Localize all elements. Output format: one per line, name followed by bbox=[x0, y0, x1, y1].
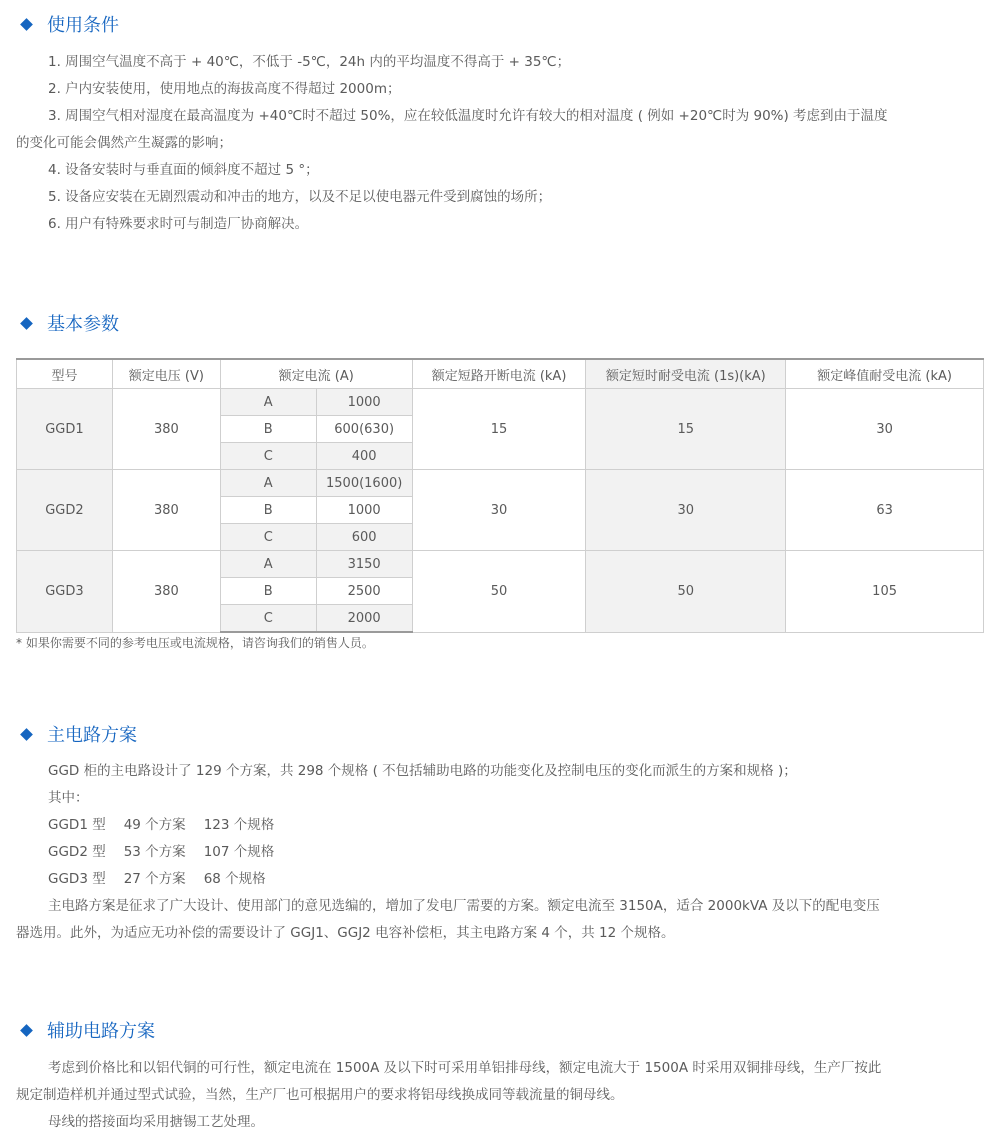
header-cell: 额定电流 (A) bbox=[220, 359, 412, 389]
section-title-text: 辅助电路方案 bbox=[47, 1021, 155, 1042]
type-schemes: 53 个方案 bbox=[123, 844, 186, 860]
header-cell: 额定峰值耐受电流 (kA) bbox=[786, 359, 984, 389]
aux-circuit-para-continued: 规定制造样机并通过型式试验，当然，生产厂也可根据用户的要求将铝母线换成同等载流量的铜母线。 bbox=[16, 1087, 624, 1103]
section-title-conditions bbox=[18, 11, 119, 37]
current-grade-cell: B bbox=[220, 416, 316, 443]
main-circuit-type bbox=[16, 839, 984, 866]
section-title-text: 使用条件 bbox=[47, 15, 119, 36]
type-model: GGD1 型 bbox=[48, 817, 106, 833]
aux-circuit-body bbox=[16, 1055, 984, 1136]
main-circuit-para: 主电路方案是征求了广大设计、使用部门的意见选编的，增加了发电厂需要的方案。额定电流至 3150A，适合 2000kVA 及以下的配电变压 bbox=[48, 898, 880, 914]
short-time-cell: 15 bbox=[586, 389, 786, 470]
short-time-cell: 50 bbox=[586, 551, 786, 633]
condition-item-continued: 的变化可能会偶然产生凝露的影响； bbox=[16, 135, 232, 151]
condition-item: 1. 周围空气温度不高于 + 40℃，不低于 -5℃，24h 内的平均温度不得高于 + 35℃； bbox=[48, 54, 571, 70]
model-cell: GGD2 bbox=[17, 470, 113, 551]
section-title-aux-circuit bbox=[18, 1017, 155, 1043]
type-specs: 68 个规格 bbox=[203, 871, 266, 887]
section-title-text: 主电路方案 bbox=[47, 725, 137, 746]
current-grade-cell: C bbox=[220, 605, 316, 633]
main-circuit-para-continued: 器选用。此外，为适应无功补偿的需要设计了 GGJ1、GGJ2 电容补偿柜，其主电路方案 4 个，共 12 个规格。 bbox=[16, 925, 675, 941]
main-circuit-among: 其中： bbox=[48, 790, 89, 806]
type-schemes: 49 个方案 bbox=[123, 817, 186, 833]
table-footnote: * 如果你需要不同的参考电压或电流规格，请咨询我们的销售人员。 bbox=[16, 636, 374, 650]
main-circuit-intro: GGD 柜的主电路设计了 129 个方案，共 298 个规格 ( 不包括辅助电路的功能变化及控制电压的变化而派生的方案和规格 )； bbox=[48, 763, 797, 779]
peak-cell: 63 bbox=[786, 470, 984, 551]
type-model: GGD3 型 bbox=[48, 871, 106, 887]
current-value-cell: 400 bbox=[316, 443, 412, 470]
voltage-cell: 380 bbox=[112, 389, 220, 470]
model-cell: GGD3 bbox=[17, 551, 113, 633]
section-title-text: 基本参数 bbox=[47, 314, 119, 335]
current-grade-cell: B bbox=[220, 497, 316, 524]
current-value-cell: 600 bbox=[316, 524, 412, 551]
header-cell: 额定短时耐受电流 (1s)(kA) bbox=[586, 359, 786, 389]
current-value-cell: 1000 bbox=[316, 389, 412, 416]
breaking-cell: 50 bbox=[412, 551, 586, 633]
peak-cell: 30 bbox=[786, 389, 984, 470]
diamond-bullet-icon bbox=[20, 18, 33, 31]
type-specs: 107 个规格 bbox=[203, 844, 275, 860]
aux-circuit-para: 母线的搭接面均采用搪锡工艺处理。 bbox=[48, 1114, 264, 1130]
current-value-cell: 600(630) bbox=[316, 416, 412, 443]
current-grade-cell: C bbox=[220, 443, 316, 470]
main-circuit-type bbox=[16, 866, 984, 893]
table-header-row bbox=[17, 359, 984, 389]
header-cell: 额定短路开断电流 (kA) bbox=[412, 359, 586, 389]
aux-circuit-para: 考虑到价格比和以铝代铜的可行性，额定电流在 1500A 及以下时可采用单铝排母线，额定电流大于 1500A 时采用双铜排母线，生产厂按此 bbox=[48, 1060, 882, 1076]
condition-item: 2. 户内安装使用，使用地点的海拔高度不得超过 2000m； bbox=[48, 81, 401, 97]
diamond-bullet-icon bbox=[20, 1024, 33, 1037]
current-value-cell: 2000 bbox=[316, 605, 412, 633]
table-row bbox=[17, 389, 984, 416]
current-grade-cell: B bbox=[220, 578, 316, 605]
table-row bbox=[17, 470, 984, 497]
params-table bbox=[16, 358, 984, 633]
model-cell: GGD1 bbox=[17, 389, 113, 470]
current-grade-cell: A bbox=[220, 470, 316, 497]
current-grade-cell: A bbox=[220, 551, 316, 578]
main-circuit-type bbox=[16, 812, 984, 839]
header-cell: 额定电压 (V) bbox=[112, 359, 220, 389]
condition-item: 4. 设备安装时与垂直面的倾斜度不超过 5 °； bbox=[48, 162, 319, 178]
section-title-params bbox=[18, 310, 119, 336]
table-row bbox=[17, 551, 984, 578]
main-circuit-body bbox=[16, 758, 984, 947]
header-cell: 型号 bbox=[17, 359, 113, 389]
section-title-main-circuit bbox=[18, 721, 137, 747]
conditions-list bbox=[16, 49, 984, 238]
peak-cell: 105 bbox=[786, 551, 984, 633]
current-value-cell: 3150 bbox=[316, 551, 412, 578]
condition-item: 6. 用户有特殊要求时可与制造厂协商解决。 bbox=[48, 216, 309, 232]
voltage-cell: 380 bbox=[112, 551, 220, 633]
type-specs: 123 个规格 bbox=[203, 817, 275, 833]
breaking-cell: 30 bbox=[412, 470, 586, 551]
diamond-bullet-icon bbox=[20, 317, 33, 330]
current-value-cell: 1500(1600) bbox=[316, 470, 412, 497]
type-schemes: 27 个方案 bbox=[123, 871, 186, 887]
current-value-cell: 1000 bbox=[316, 497, 412, 524]
condition-item: 3. 周围空气相对湿度在最高温度为 +40℃时不超过 50%，应在较低温度时允许有较大的相对温度 ( 例如 +20℃时为 90%) 考虑到由于温度 bbox=[48, 108, 888, 124]
breaking-cell: 15 bbox=[412, 389, 586, 470]
current-grade-cell: A bbox=[220, 389, 316, 416]
current-value-cell: 2500 bbox=[316, 578, 412, 605]
short-time-cell: 30 bbox=[586, 470, 786, 551]
current-grade-cell: C bbox=[220, 524, 316, 551]
diamond-bullet-icon bbox=[20, 728, 33, 741]
condition-item: 5. 设备应安装在无剧烈震动和冲击的地方，以及不足以使电器元件受到腐蚀的场所； bbox=[48, 189, 552, 205]
voltage-cell: 380 bbox=[112, 470, 220, 551]
type-model: GGD2 型 bbox=[48, 844, 106, 860]
